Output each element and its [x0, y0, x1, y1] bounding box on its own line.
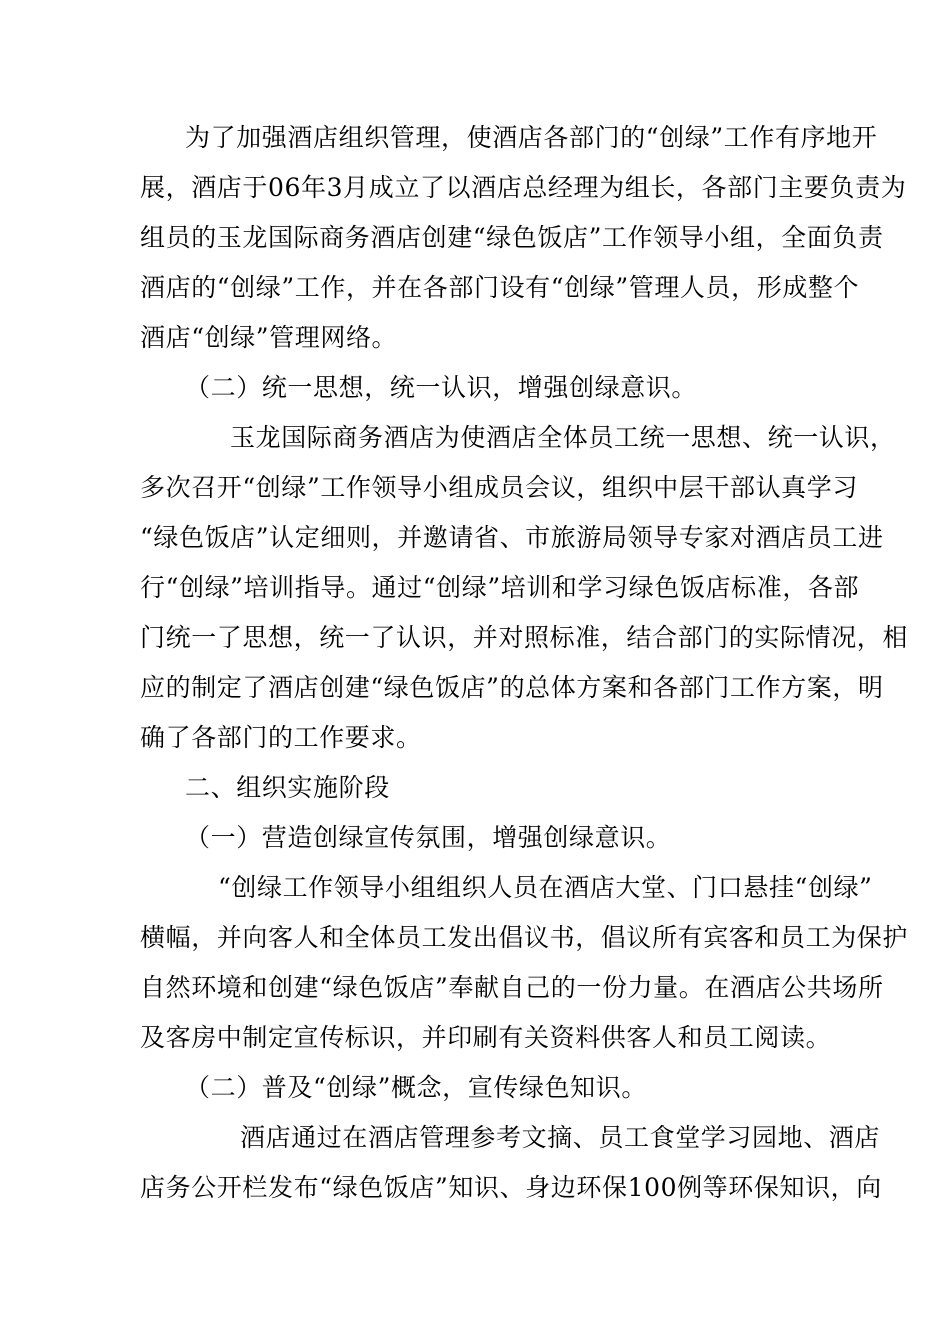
- section-heading: （二）统一思想，统一认识，增强创绿意识。: [185, 373, 698, 402]
- paragraph-line: 行“创绿”培训指导。通过“创绿”培训和学习绿色饭店标准，各部: [140, 573, 860, 602]
- paragraph-line: “绿色饭店”认定细则，并邀请省、市旅游局领导专家对酒店员工进: [140, 523, 884, 552]
- chapter-heading: 二、组织实施阶段: [185, 773, 390, 802]
- paragraph-line: 酒店通过在酒店管理参考文摘、员工食堂学习园地、酒店: [240, 1123, 881, 1152]
- paragraph-line: 横幅，并向客人和全体员工发出倡议书，倡议所有宾客和员工为保护: [140, 923, 909, 952]
- section-heading: （一）营造创绿宣传氛围，增强创绿意识。: [185, 823, 672, 852]
- paragraph-line: 门统一了思想，统一了认识，并对照标准，结合部门的实际情况，相: [140, 623, 909, 652]
- section-heading: （二）普及“创绿”概念，宣传绿色知识。: [185, 1073, 647, 1102]
- paragraph-line: 酒店的“创绿”工作，并在各部门设有“创绿”管理人员，形成整个: [140, 273, 860, 302]
- paragraph-line: “创绿工作领导小组组织人员在酒店大堂、门口悬挂“创绿”: [218, 873, 873, 902]
- paragraph-line: 及客房中制定宣传标识，并印刷有关资料供客人和员工阅读。: [140, 1023, 832, 1052]
- paragraph-line: 应的制定了酒店创建“绿色饭店”的总体方案和各部门工作方案，明: [140, 673, 884, 702]
- paragraph-line: 自然环境和创建“绿色饭店”奉献自己的一份力量。在酒店公共场所: [140, 973, 884, 1002]
- paragraph-line: 酒店“创绿”管理网络。: [140, 323, 398, 352]
- paragraph-line: 店务公开栏发布“绿色饭店”知识、身边环保100例等环保知识，向: [140, 1173, 882, 1202]
- paragraph-line: 玉龙国际商务酒店为使酒店全体员工统一思想、统一认识，: [230, 423, 896, 452]
- paragraph-line: 组员的玉龙国际商务酒店创建“绿色饭店”工作领导小组，全面负责: [140, 223, 884, 252]
- paragraph-line: 确了各部门的工作要求。: [140, 723, 422, 752]
- paragraph-line: 多次召开“创绿”工作领导小组成员会议，组织中层干部认真学习: [140, 473, 858, 502]
- paragraph-line: 展，酒店于06年3月成立了以酒店总经理为组长，各部门主要负责为: [140, 173, 907, 202]
- paragraph-line: 为了加强酒店组织管理，使酒店各部门的“创绿”工作有序地开: [185, 123, 878, 152]
